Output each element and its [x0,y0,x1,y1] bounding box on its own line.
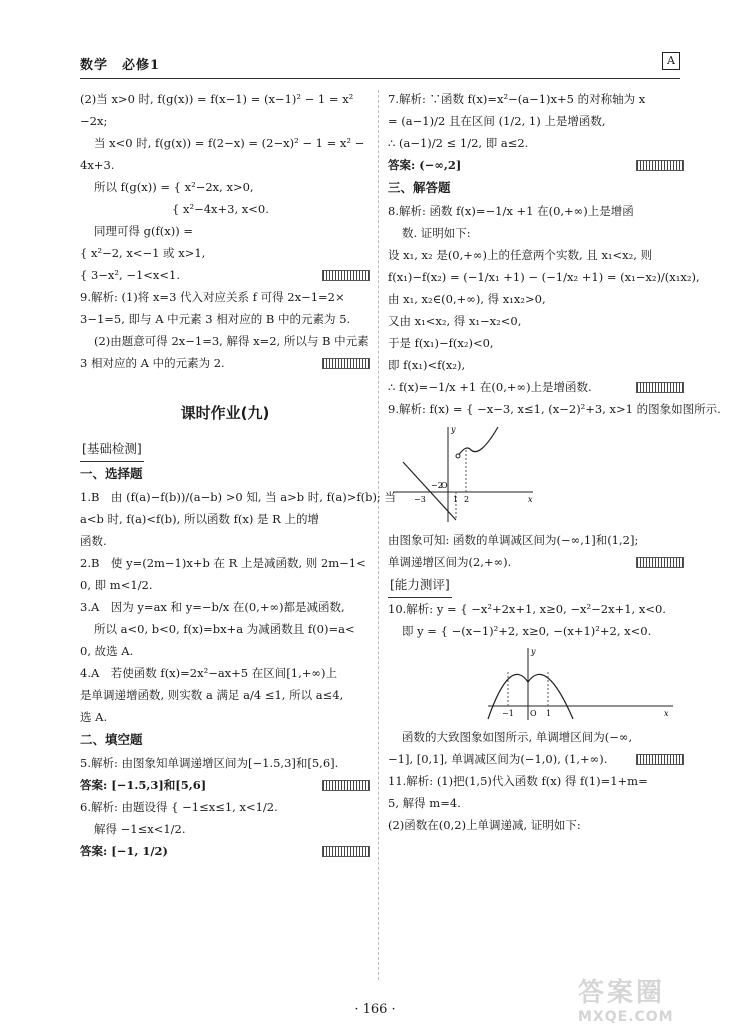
axis-label-x: x [664,709,669,718]
text-line: (2)函数在(0,2)上单调递减, 证明如下: [388,818,581,832]
text-line: a<b 时, f(a)<f(b), 所以函数 f(x) 是 R 上的增 [80,512,319,526]
text-line: 函数的大致图象如图所示, 单调增区间为(−∞, [402,730,633,744]
text-line: 3.A 因为 y=ax 和 y=−b/x 在(0,+∞)都是减函数, [80,600,345,614]
text-line: 0, 即 m<1/2. [80,578,153,592]
page-header [80,52,680,79]
tick-label: −2 [431,481,443,490]
tick-label: −3 [414,495,426,504]
text-line: 9.解析: f(x) = { −x−3, x≤1, (x−2)²+3, x>1 的图象如图所示. [388,402,721,416]
qr-code-stamp [636,382,684,393]
qr-code-stamp [636,160,684,171]
qr-code-stamp [322,358,370,369]
text-line [388,154,684,176]
axis-label-y: y [531,647,536,656]
graph-problem-10 [478,644,678,724]
watermark-title: 答案圈 [578,978,666,1008]
text-line: { x²−4x+3, x<0. [80,202,269,216]
text-line: 又由 x₁<x₂, 得 x₁−x₂<0, [388,314,522,328]
text-line: 是单调递增函数, 则实数 a 满足 a/4 ≤1, 所以 a≤4, [80,688,344,702]
text-line: 7.解析: ∵函数 f(x)=x²−(a−1)x+5 的对称轴为 x [388,92,646,106]
text-line: 即 f(x₁)<f(x₂), [388,358,466,372]
origin-label: O [530,709,537,718]
column-divider [378,90,379,980]
text-line [388,551,684,573]
axis-label-x: x [528,495,533,504]
qr-code-stamp [636,754,684,765]
text-line: 11.解析: (1)把(1,5)代入函数 f(x) 得 f(1)=1+m= [388,774,648,788]
parabola-piece [458,427,498,456]
text-line: 同理可得 g(f(x)) = [94,224,193,238]
qr-code-stamp [322,780,370,791]
text-line: 0, 故选 A. [80,644,134,658]
watermark-url: MXQE.COM [578,1009,674,1025]
text-line: 当 x<0 时, f(g(x)) = f(2−x) = (2−x)² − 1 = x² − [94,136,365,150]
text-line [80,264,370,286]
text-line: 3−1=5, 即与 A 中元素 3 相对应的 B 中的元素为 5. [80,312,351,326]
tick-label: 1 [546,709,552,718]
left-column [80,88,396,862]
chapter-title: 课时作业(九) [180,404,270,422]
text-line: 5.解析: 由图象知单调递增区间为[−1.5,3]和[5,6]. [80,756,339,770]
text-span: 答案: (−∞,2] [388,158,462,172]
axis-label-y: y [451,425,456,434]
text-line: −2x; [80,114,108,128]
tick-label: −1 [502,709,514,718]
right-column [388,88,721,836]
text-line: 由图象可知: 函数的单调减区间为(−∞,1]和(1,2]; [388,533,639,547]
text-span: ∴ f(x)=−1/x +1 在(0,+∞)上是增函数. [388,380,592,394]
edition-badge: A [662,52,680,70]
text-line: ∴ (a−1)/2 ≤ 1/2, 即 a≤2. [388,136,529,150]
text-line: 设 x₁, x₂ 是(0,+∞)上的任意两个实数, 且 x₁<x₂, 则 [388,248,653,262]
section-choice: 一、选择题 [80,466,143,481]
text-line [80,352,370,374]
text-line [80,840,370,862]
text-line: 由 x₁, x₂∈(0,+∞), 得 x₁x₂>0, [388,292,546,306]
text-line: f(x₁)−f(x₂) = (−1/x₁ +1) − (−1/x₂ +1) = (x₁−x₂)/(x₁x₂), [388,270,700,284]
open-point [456,454,460,458]
text-line: 2.B 使 y=(2m−1)x+b 在 R 上是减函数, 则 2m−1< [80,556,366,570]
section-ability: [能力测评] [388,573,452,598]
text-span: −1], [0,1], 单调减区间为(−1,0), (1,+∞). [388,752,608,766]
text-line: 4.A 若使函数 f(x)=2x²−ax+5 在区间[1,+∞)上 [80,666,337,680]
qr-code-stamp [636,557,684,568]
text-line: 数. 证明如下: [402,226,471,240]
text-line [388,376,684,398]
text-line [80,774,370,796]
graph-problem-9 [388,422,538,527]
origin-label: O [441,481,448,490]
text-line: 9.解析: (1)将 x=3 代入对应关系 f 可得 2x−1=2× [80,290,345,304]
text-line: 解得 −1≤x<1/2. [94,822,186,836]
text-line: 6.解析: 由题设得 { −1≤x≤1, x<1/2. [80,800,278,814]
text-line [388,748,684,770]
text-line: 5, 解得 m=4. [388,796,461,810]
text-line: 4x+3. [80,158,115,172]
text-span: 3 相对应的 A 中的元素为 2. [80,356,225,370]
text-line: 函数. [80,534,107,548]
text-span: 单调递增区间为(2,+∞). [388,555,512,569]
text-line: (2)由题意可得 2x−1=3, 解得 x=2, 所以与 B 中元素 [94,334,369,348]
tick-label: 1 [453,495,459,504]
section-fill: 二、填空题 [80,732,143,747]
text-line: 于是 f(x₁)−f(x₂)<0, [388,336,494,350]
text-line: 所以 f(g(x)) = { x²−2x, x>0, [94,180,254,194]
text-span: 答案: [−1, 1/2) [80,844,168,858]
text-line: 所以 a<0, b<0, f(x)=bx+a 为减函数且 f(0)=a< [94,622,355,636]
text-line: 8.解析: 函数 f(x)=−1/x +1 在(0,+∞)上是增函 [388,204,634,218]
text-line: { x²−2, x<−1 或 x>1, [80,246,206,260]
text-span: { 3−x², −1<x<1. [80,268,181,282]
text-line: = (a−1)/2 且在区间 (1/2, 1) 上是增函数, [388,114,606,128]
text-line: 选 A. [80,710,108,724]
text-span: 答案: [−1.5,3]和[5,6] [80,778,207,792]
tick-label: 2 [464,495,470,504]
page-number: · 166 · [354,1002,396,1017]
section-solve: 三、解答题 [388,180,451,195]
text-line: (2)当 x>0 时, f(g(x)) = f(x−1) = (x−1)² − 1 = x² [80,92,354,106]
text-line: 10.解析: y = { −x²+2x+1, x≥0, −x²−2x+1, x<0. [388,602,666,616]
text-line: 即 y = { −(x−1)²+2, x≥0, −(x+1)²+2, x<0. [402,624,652,638]
section-basic: [基础检测] [80,437,144,462]
subject-title: 数学 必修1 [80,58,161,73]
qr-code-stamp [322,846,370,857]
text-line: 1.B 由 (f(a)−f(b))/(a−b) >0 知, 当 a>b 时, f(a)>f(b); 当 [80,490,396,504]
qr-code-stamp [322,270,370,281]
watermark [578,972,728,1024]
